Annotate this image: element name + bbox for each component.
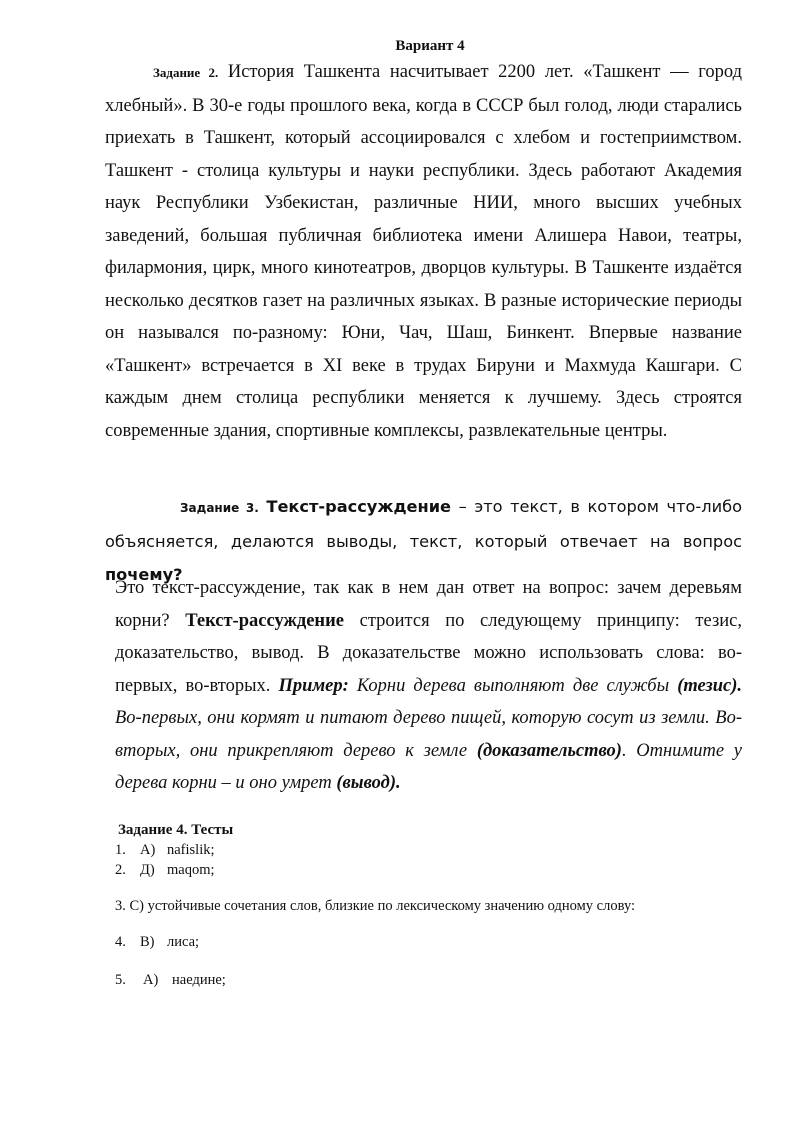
item-letter: Д) — [140, 862, 155, 878]
item-letter: А) — [143, 972, 159, 988]
example-text-a: Корни дерева выполняют две службы — [348, 675, 678, 696]
list-item — [115, 862, 215, 879]
list-item — [115, 842, 215, 859]
item-text: nafislik; — [167, 842, 215, 858]
list-item — [115, 898, 635, 915]
task2-label: Задание 2. — [153, 65, 219, 80]
example-label: Пример: — [278, 675, 349, 696]
task2-text: История Ташкента насчитывает 2200 лет. «Ташкент — город хлебный». В 30-е годы прошлого века, когда в СССР был голод, люди старались приехать в Ташкент, который ассоциировался с хлебом и гостеприимством. Ташкент - столица культуры и науки республики. Здесь работают Академия наук Республики Узбекистан, различные НИИ, много высших учебных заведений, большая публичная библиотека имени Алишера Навои, театры, филармония, цирк, много кинотеатров, дворцов культуры. В Ташкенте издаётся несколько десятков газет на различных языках. В разные исторические периоды он назывался по-разному: Юни, Чач, Шаш, Бинкент. Впервые название «Ташкент» встречается в XI веке в трудах Бируни и Махмуда Кашгари. С каждым днем столица республики меняется к лучшему. Здесь строятся современные здания, спортивные комплексы, развлекательные центры. — [105, 62, 742, 441]
item-letter: А) — [140, 842, 156, 858]
item-number: 4. — [115, 934, 126, 950]
item-number: 2. — [115, 862, 126, 878]
list-item — [115, 972, 226, 989]
list-item — [115, 934, 199, 951]
item-letter: С) — [129, 898, 144, 914]
thesis-label: (тезис). — [677, 675, 742, 696]
task3-question-word: почему? — [105, 565, 183, 584]
item-text: maqom; — [167, 862, 215, 878]
task3-intro: Это текст-рассуждение, так как в нем дан ответ на вопрос: зачем деревьям корни? — [115, 578, 742, 631]
example-text-b: Во-первых, они кормят и питают дерево пищей, которую сосут из земли. Во-вторых, они прикрепляют дерево к земле — [115, 708, 742, 761]
variant-title: Вариант 4 — [395, 38, 465, 54]
task2-paragraph — [105, 56, 742, 447]
item-text: лиса; — [167, 934, 200, 950]
conclusion-label: (вывод). — [336, 773, 401, 793]
task3-body — [115, 572, 742, 800]
item-text: устойчивые сочетания слов, близкие по лексическому значению одному слову: — [147, 898, 636, 914]
task3-term: Текст-рассуждение — [266, 497, 452, 516]
item-number: 5. — [115, 972, 126, 988]
task3-body-term: Текст-рассуждение — [185, 610, 344, 631]
task3-definition-text: – это текст, в котором что-либо объясняется, делаются выводы, текст, который отвечает на вопрос — [105, 497, 743, 551]
task3-label: Задание 3. — [180, 501, 259, 515]
item-number: 1. — [115, 842, 126, 858]
item-text: наедине; — [172, 972, 226, 988]
example-text-c: . Отнимите у дерева корни – и оно умрет — [115, 740, 742, 793]
task3-rule: строится по следующему принципу: тезис, доказательство, вывод. В доказательстве можно использовать слова: во-первых, во-вторых. — [115, 610, 742, 696]
item-number: 3. — [115, 898, 126, 914]
item-letter: В) — [140, 934, 155, 950]
proof-label: (доказательство) — [476, 740, 622, 761]
task4-title: Задание 4. Тесты — [118, 822, 234, 838]
